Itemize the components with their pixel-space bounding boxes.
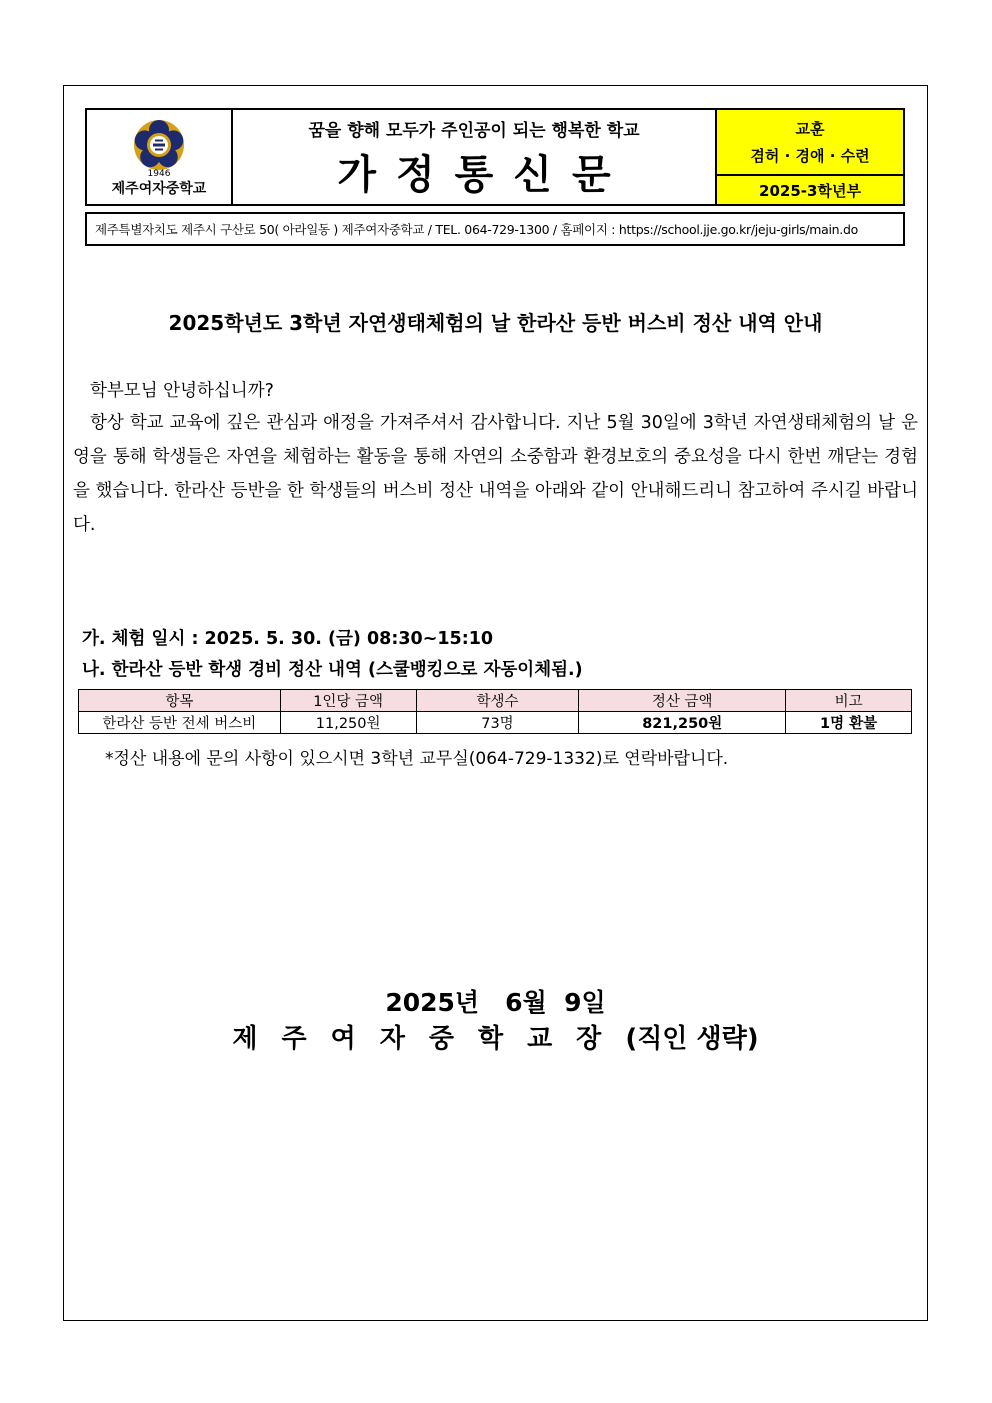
principal-signature — [63, 1018, 928, 1055]
motto-text: 겸허 · 경애 · 수련 — [750, 147, 870, 165]
table-row — [79, 712, 912, 734]
body-paragraph — [73, 406, 918, 542]
table-cell: 821,250원 — [579, 712, 786, 734]
school-slogan: 꿈을 향해 모두가 주인공이 되는 행복한 학교 — [308, 121, 640, 141]
logo-cell — [87, 110, 233, 204]
seal-omitted: (직인 생략) — [625, 1024, 759, 1054]
issue-date: 2025년 6월 9일 — [385, 988, 606, 1017]
table-header: 항목 — [79, 690, 281, 712]
motto-box — [717, 110, 903, 176]
document-title: 2025학년도 3학년 자연생태체험의 날 한라산 등반 버스비 정산 내역 안내 — [168, 311, 823, 335]
motto-label: 교훈 — [795, 120, 825, 138]
motto-cell — [717, 110, 903, 204]
table-cell: 73명 — [416, 712, 579, 734]
newsletter-title: 가정통신문 — [337, 152, 631, 198]
contact-note: *정산 내용에 문의 사항이 있으시면 3학년 교무실(064-729-1332)로 연락바랍니다. — [105, 749, 729, 769]
table-cell: 한라산 등반 전세 버스비 — [79, 712, 281, 734]
school-address: 제주특별자치도 제주시 구산로 50( 아라일동 ) 제주여자중학교 / TEL. 064-729-1300 / 홈페이지 : https://school.jje.go.kr/jeju-girls/main.do — [85, 212, 905, 246]
title-cell — [233, 110, 717, 204]
body-paragraph-text: 항상 학교 교육에 깊은 관심과 애정을 가져주셔서 감사합니다. 지난 5월 30일에 3학년 자연생태체험의 날 운영을 통해 학생들은 자연을 체험하는 활동을 통해 자연의 소중함과 환경보호의 중요성을 다시 한번 깨닫는 경험을 했습니다. 한라산 등반을 한 학생들의 버스비 정산 내역을 아래와 같이 안내해드리니 참고하여 주시길 바랍니다. — [73, 413, 918, 535]
department-label: 2025-3학년부 — [717, 176, 903, 204]
letter-header — [85, 108, 905, 206]
table-header: 학생수 — [416, 690, 579, 712]
table-header: 정산 금액 — [579, 690, 786, 712]
item-expense: 나. 한라산 등반 학생 경비 정산 내역 (스쿨뱅킹으로 자동이체됨.) — [82, 660, 583, 680]
logo-year: 1946 — [147, 168, 171, 177]
item-schedule: 가. 체험 일시 : 2025. 5. 30. (금) 08:30~15:10 — [82, 629, 494, 649]
school-name: 제주여자중학교 — [111, 180, 207, 197]
school-emblem-icon — [120, 117, 198, 177]
table-header: 비고 — [786, 690, 912, 712]
table-header: 1인당 금액 — [280, 690, 416, 712]
principal-title: 제주여자중학교장 — [232, 1024, 626, 1054]
greeting: 학부모님 안녕하십니까? — [90, 381, 274, 401]
table-header-row — [79, 690, 912, 712]
expense-table — [78, 689, 912, 734]
table-cell: 1명 환불 — [786, 712, 912, 734]
table-cell: 11,250원 — [280, 712, 416, 734]
